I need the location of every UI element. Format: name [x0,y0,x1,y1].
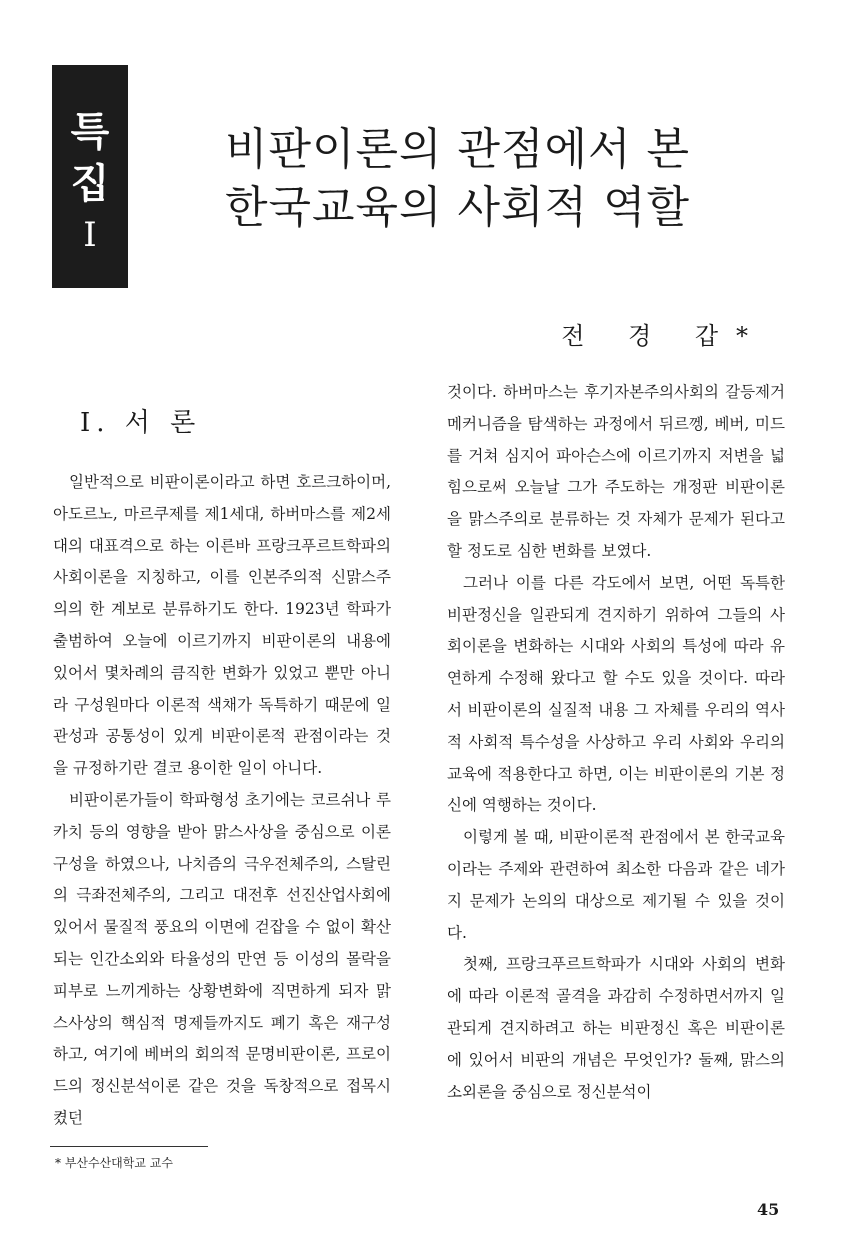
paragraph: 것이다. 하버마스는 후기자본주의사회의 갈등제거 메커니즘을 탐색하는 과정에서 뒤르껭, 베버, 미드를 거쳐 심지어 파아슨스에 이르기까지 저변을 넓힘으로써 오늘날 그가 주도하는 개정판 비판이론을 맑스주의로 분류하는 것 자체가 문제가 된다고 할 정도로 심한 변화를 보였다. [447,383,785,560]
page-number: 45 [757,1200,780,1219]
feature-section-tag [52,65,128,288]
right-column [447,377,785,1108]
feature-tag-number: I [83,215,97,255]
section-heading: I. 서 론 [80,408,202,438]
article-title-line-1: 비판이론의 관점에서 본 [225,124,691,175]
paragraph: 그러나 이를 다른 각도에서 보면, 어떤 독특한 비판정신을 일관되게 견지하기 위하여 그들의 사회이론을 변화하는 시대와 사회의 특성에 따라 유연하게 수정해 왔다고 할 수도 있을 것이다. 따라서 비판이론의 실질적 내용 그 자체를 우리의 역사적 사회적 특수성을 사상하고 우리 사회와 우리의 교육에 적용한다고 하면, 이는 비판이론의 기본 정신에 역행하는 것이다. [447,573,785,815]
feature-tag-char-2: 집 [70,161,110,207]
paragraph: 첫째, 프랑크푸르트학파가 시대와 사회의 변화에 따라 이론적 골격을 과감히 수정하면서까지 일관되게 견지하려고 하는 비판정신 혹은 비판이론에 있어서 비판의 개념은 무엇인가? 둘째, 맑스의 소외론을 중심으로 정신분석이 [447,955,785,1101]
paragraph: 비판이론가들이 학파형성 초기에는 코르쉬나 루카치 등의 영향을 받아 맑스사상을 중심으로 이론구성을 하였으나, 나치즘의 극우전체주의, 스탈린의 극좌전체주의, 그리고 대전후 선진산업사회에 있어서 물질적 풍요의 이면에 걷잡을 수 없이 확산되는 인간소외와 타율성의 만연 등 이성의 몰락을 피부로 느끼게하는 상황변화에 직면하게 되자 맑스사상의 핵심적 명제들까지도 폐기 혹은 재구성하고, 여기에 베버의 회의적 문명비판이론, 프로이드의 정신분석이론 같은 것을 독창적으로 접목시켰던 [53,790,391,1127]
left-column [53,467,391,1135]
footnote: * 부산수산대학교 교수 [55,1156,173,1170]
author-name: 전 경 갑* [561,322,766,350]
feature-tag-char-1: 특 [70,109,110,155]
paragraph: 이렇게 볼 때, 비판이론적 관점에서 본 한국교육이라는 주제와 관련하여 최소한 다음과 같은 네가지 문제가 논의의 대상으로 제기될 수 있을 것이다. [447,828,785,942]
footnote-divider [50,1146,208,1147]
article-title-line-2: 한국교육의 사회적 역할 [225,182,691,233]
paragraph: 일반적으로 비판이론이라고 하면 호르크하이머, 아도르노, 마르쿠제를 제1세대, 하버마스를 제2세대의 대표격으로 하는 이른바 프랑크푸르트학파의 사회이론을 지칭하고, 이를 인본주의적 신맑스주의의 한 계보로 분류하기도 한다. 1923년 학파가 출범하여 오늘에 이르기까지 비판이론의 내용에 있어서 몇차례의 큼직한 변화가 있었고 뿐만 아니라 구성원마다 이론적 색채가 독특하기 때문에 일관성과 공통성이 있게 비판이론적 관점이라는 것을 규정하기란 결코 용이한 일이 아니다. [53,473,391,778]
